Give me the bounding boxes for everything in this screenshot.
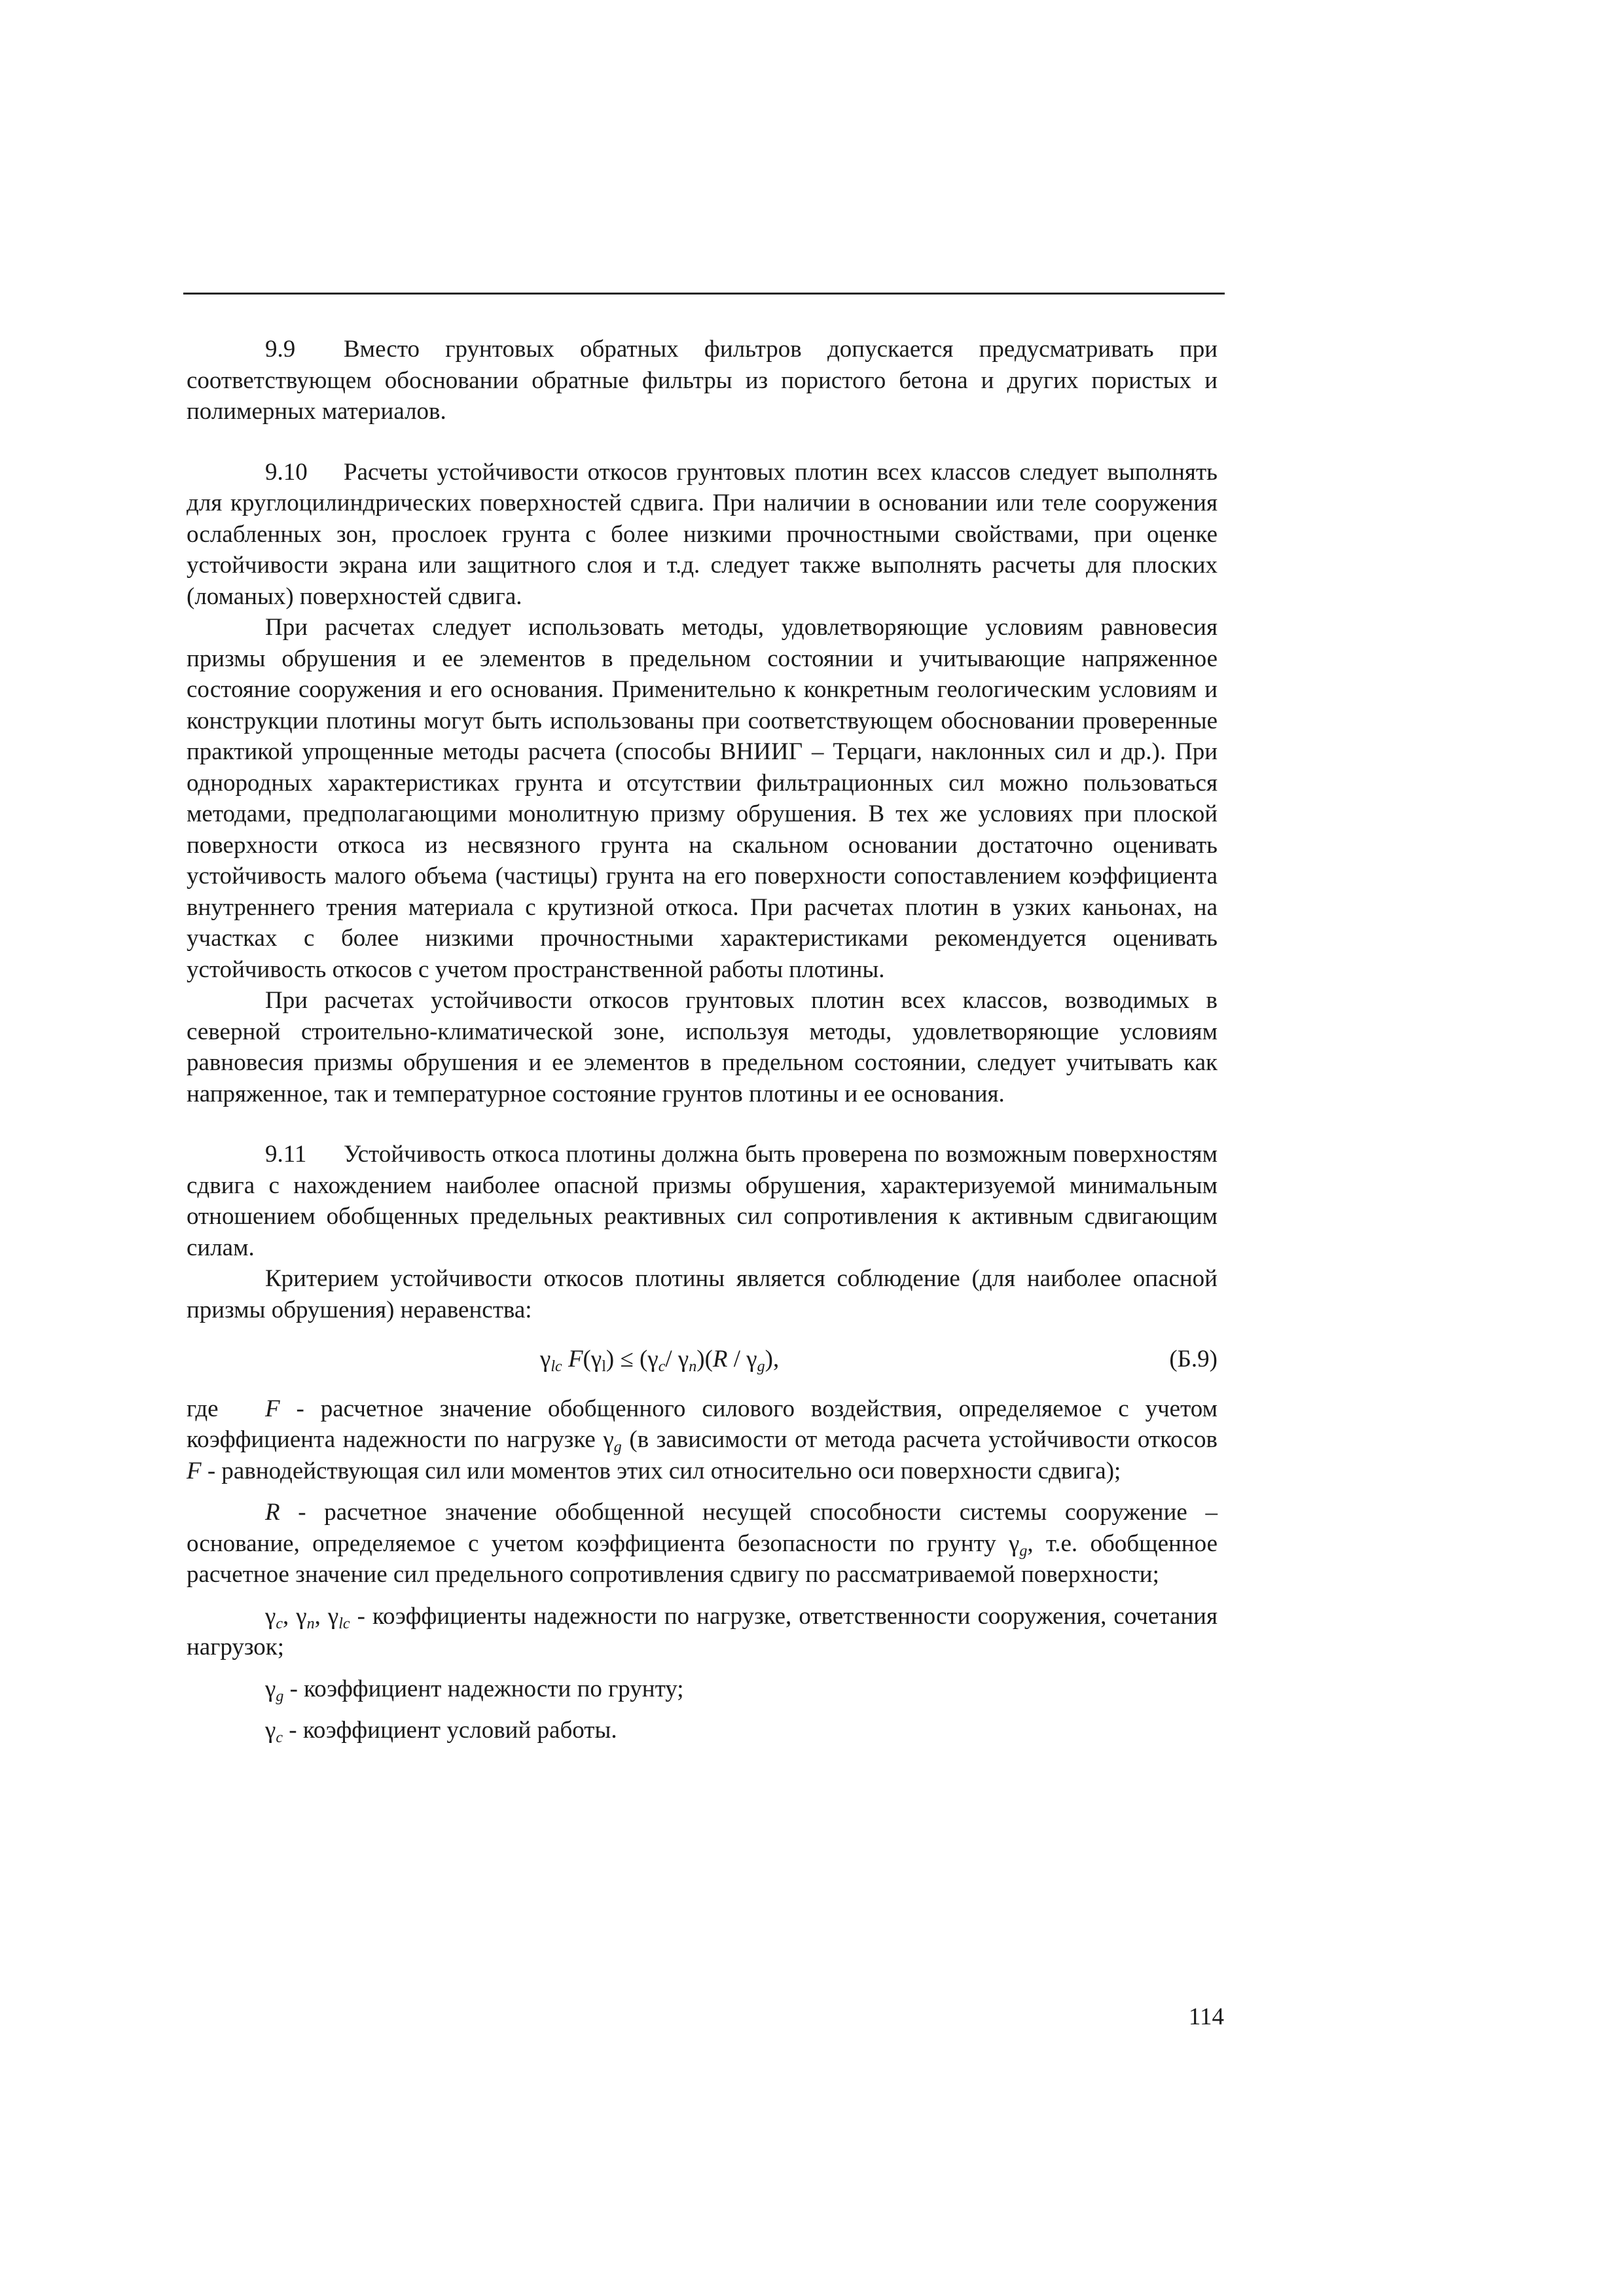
paragraph-9-11-criterion: Критерием устойчивости откосов плотины является соблюдение (для наиболее опасной призмы обрушения) неравенства: bbox=[187, 1265, 1218, 1323]
paragraph-9-11 bbox=[187, 1139, 1218, 1263]
formula-number: (Б.9) bbox=[1169, 1346, 1218, 1372]
section-number: 9.10 bbox=[265, 458, 308, 486]
paragraph-text: Расчеты устойчивости откосов грунтовых плотин всех классов следует выполнять для круглоцилиндрических поверхностей сдвига. При наличии в основании или теле сооружения ослабленных зон, прослоек грунта с более низкими прочностными свойствами, при оценке устойчивости экрана или защитного слоя и т.д. следует также выполнять расчеты для плоских (ломаных) поверхностей сдвига. bbox=[187, 458, 1218, 610]
definition-R: R - расчетное значение обобщенной несущей способности системы сооружение – основание, определяемое с учетом коэффициента безопасности по грунту $\gamma_g$, т.е. обобщенное расчетное значение сил предельного сопротивления сдвигу по рассматриваемой поверхности; bbox=[187, 1499, 1218, 1588]
definition-gamma-g: $\gamma_g$ - коэффициент надежности по грунту; bbox=[265, 1675, 684, 1705]
page-number: 114 bbox=[1188, 2003, 1224, 2030]
body-text bbox=[187, 334, 1218, 1746]
section-number: 9.9 bbox=[265, 336, 296, 363]
paragraph-9-10-methods: При расчетах следует использовать методы, удовлетворяющие условиям равновесия призмы обрушения и ее элементов в предельном состоянии и учитывающие напряженное состояние сооружения и его основания. Применительно к конкретным геологическим условиям и конструкции плотины могут быть использованы при соответствующем обосновании проверенные практикой упрощенные методы расчета (способы ВНИИГ – Терцаги, наклонных сил и др.). При однородных характеристиках грунта и отсутствии фильтрационных сил можно пользоваться методами, предполагающими монолитную призму обрушения. В тех же условиях при плоской поверхности откоса из несвязного грунта на скальном основании достаточно оценивать устойчивость малого объема (частицы) грунта на его поверхности сопоставлением коэффициента внутреннего трения материала с крутизной откоса. При расчетах плотин в узких каньонах, на участках с более низкими прочностными характеристиками рекомендуется оценивать устойчивость откосов с учетом пространственной работы плотины. bbox=[187, 614, 1218, 983]
definition-gamma-c: $\gamma_c$ - коэффициент условий работы. bbox=[265, 1717, 617, 1746]
paragraph-9-9 bbox=[187, 334, 1218, 427]
paragraph-9-10-north: При расчетах устойчивости откосов грунтовых плотин всех классов, возводимых в северной строительно-климатической зоне, используя методы, удовлетворяющие условиям равновесия призмы обрушения и ее элементов в предельном состоянии, следует учитывать как напряженное, так и температурное состояние грунтов плотины и ее основания. bbox=[187, 987, 1218, 1107]
definition-gammas: $\gamma_c$, $\gamma_n$, $\gamma_{lc}$ - коэффициенты надежности по нагрузке, ответственности сооружения, сочетания нагрузок; bbox=[187, 1602, 1218, 1660]
definition-F: где F - расчетное значение обобщенного силового воздействия, определяемое с учетом коэффициента надежности по нагрузке $\gamma_g$ (в зависимости от метода расчета устойчивости откосов F - равнодействующая сил или моментов этих сил относительно оси поверхности сдвига); bbox=[187, 1393, 1218, 1487]
section-number: 9.11 bbox=[265, 1141, 307, 1168]
paragraph-text: Вместо грунтовых обратных фильтров допускается предусматривать при соответствующем обосновании обратные фильтры из пористого бетона и других пористых и полимерных материалов. bbox=[187, 336, 1218, 425]
header-rule bbox=[183, 293, 1225, 295]
where-label: где bbox=[187, 1395, 219, 1422]
formula: $\gamma_{lc}$ $F(\gamma_l) \le (\gamma_c/$ $\gamma_n)(R / \gamma_g)$, bbox=[540, 1346, 780, 1375]
formula-row bbox=[187, 1344, 1218, 1375]
paragraph-text: Устойчивость откоса плотины должна быть проверена по возможным поверхностям сдвига с нахождением наиболее опасной призмы обрушения, характеризуемой минимальным отношением обобщенных предельных реактивных сил сопротивления к активным сдвигающим силам. bbox=[187, 1141, 1218, 1261]
paragraph-9-10 bbox=[187, 457, 1218, 613]
symbol-F: F bbox=[265, 1395, 280, 1422]
symbol-R: R bbox=[265, 1499, 280, 1526]
